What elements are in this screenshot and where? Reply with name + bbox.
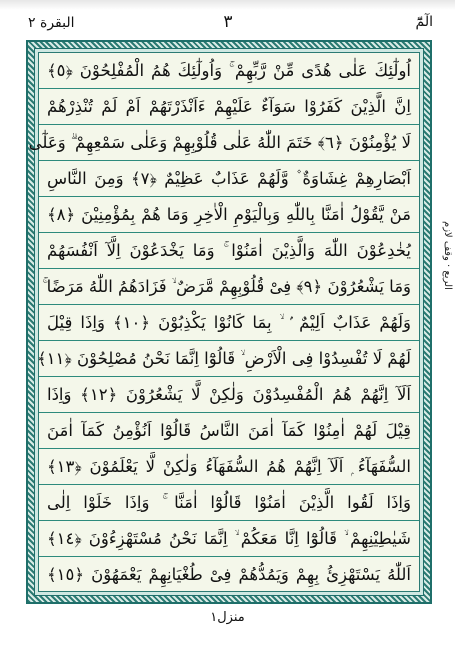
text-line-6: يُخٰدِعُوْنَ اللّٰهَ وَالَّذِيْنَ اٰمَنُوْا ۚ وَمَا يَخْدَعُوْنَ اِلَّآ اَنْفُسَهُمْ [39, 233, 419, 269]
text-line-5: مَنْ يَّقُوْلُ اٰمَنَّا بِاللّٰهِ وَبِالْيَوْمِ الْاٰخِرِ وَمَا هُمْ بِمُؤْمِنِيْنَ ﴿٨﴾ [39, 197, 419, 233]
text-line-2: اِنَّ الَّذِيْنَ كَفَرُوْا سَوَآءٌ عَلَيْهِمْ ءَاَنْذَرْتَهُمْ اَمْ لَمْ تُنْذِرْهُمْ [39, 89, 419, 125]
text-line-15: اَللّٰهُ يَسْتَهْزِئُ بِهِمْ وَيَمُدُّهُمْ فِىْ طُغْيَانِهِمْ يَعْمَهُوْنَ ﴿١٥﴾ [47, 565, 411, 584]
text-line-4: اَبْصَارِهِمْ غِشَاوَةٌ ۫ وَّلَهُمْ عَذَابٌ عَظِيْمٌ ﴿٧﴾ وَمِنَ النَّاسِ [39, 161, 419, 197]
text-line-14: شَيٰطِيْنِهِمْ ۙ قَالُوْٓا اِنَّا مَعَكُمْ ۙ اِنَّمَا نَحْنُ مُسْتَهْزِءُوْنَ ﴿١٤﴾ [39, 521, 419, 557]
text-line-8: وَلَهُمْ عَذَابٌ اَلِيْمٌ ۢ ۙ بِمَا كَانُوْا يَكْذِبُوْنَ ﴿١٠﴾ وَاِذَا قِيْلَ [39, 305, 419, 341]
text-line-13: وَاِذَا لَقُوا الَّذِيْنَ اٰمَنُوْا قَالُوْٓا اٰمَنَّا ۚ وَاِذَا خَلَوْا اِلٰى [39, 485, 419, 521]
manzil-footer: منزل١ [210, 610, 245, 625]
text-line-7: وَمَا يَشْعُرُوْنَ ﴿٩﴾ فِىْ قُلُوْبِهِمْ مَّرَضٌ ۙ فَزَادَهُمُ اللّٰهُ مَرَضًا ۚ [39, 269, 419, 305]
inner-border [28, 48, 424, 596]
text-line-10: اَلَآ اِنَّهُمْ هُمُ الْمُفْسِدُوْنَ وَلٰكِنْ لَّا يَشْعُرُوْنَ ﴿١٢﴾ وَاِذَا [39, 377, 419, 413]
verse-text-area [28, 52, 420, 592]
margin-note: الربع · وقف لازم [442, 221, 453, 290]
text-line-9: لَهُمْ لَا تُفْسِدُوْا فِى الْاَرْضِ ۙ قَالُوْٓا اِنَّمَا نَحْنُ مُصْلِحُوْنَ ﴿١١﴾ [39, 341, 419, 377]
text-line-1: اُولٰٓئِكَ عَلٰى هُدًى مِّنْ رَّبِّهِمْ ۚ وَاُولٰٓئِكَ هُمُ الْمُفْلِحُوْنَ ﴿٥﴾ [39, 53, 419, 89]
decorative-border [26, 40, 432, 604]
surah-name: البقرة ٢ [28, 15, 75, 31]
page-header [28, 14, 433, 36]
page-number: ٣ [223, 12, 233, 32]
top-edge [0, 0, 455, 10]
text-line-3: لَا يُؤْمِنُوْنَ ﴿٦﴾ خَتَمَ اللّٰهُ عَلٰى قُلُوْبِهِمْ وَعَلٰى سَمْعِهِمْ ۗ وَعَلٰٓى [39, 125, 419, 161]
text-line-12: السُّفَهَآءُ ۭ اَلَآ اِنَّهُمْ هُمُ السُّفَهَآءُ وَلٰكِنْ لَّا يَعْلَمُوْنَ ﴿١٣﴾ [39, 449, 419, 485]
juz-name: الٓمّٓ [415, 14, 433, 30]
text-line-11: قِيْلَ لَهُمْ اٰمِنُوْا كَمَآ اٰمَنَ النَّاسُ قَالُوْٓا اَنُؤْمِنُ كَمَآ اٰمَنَ [39, 413, 419, 449]
